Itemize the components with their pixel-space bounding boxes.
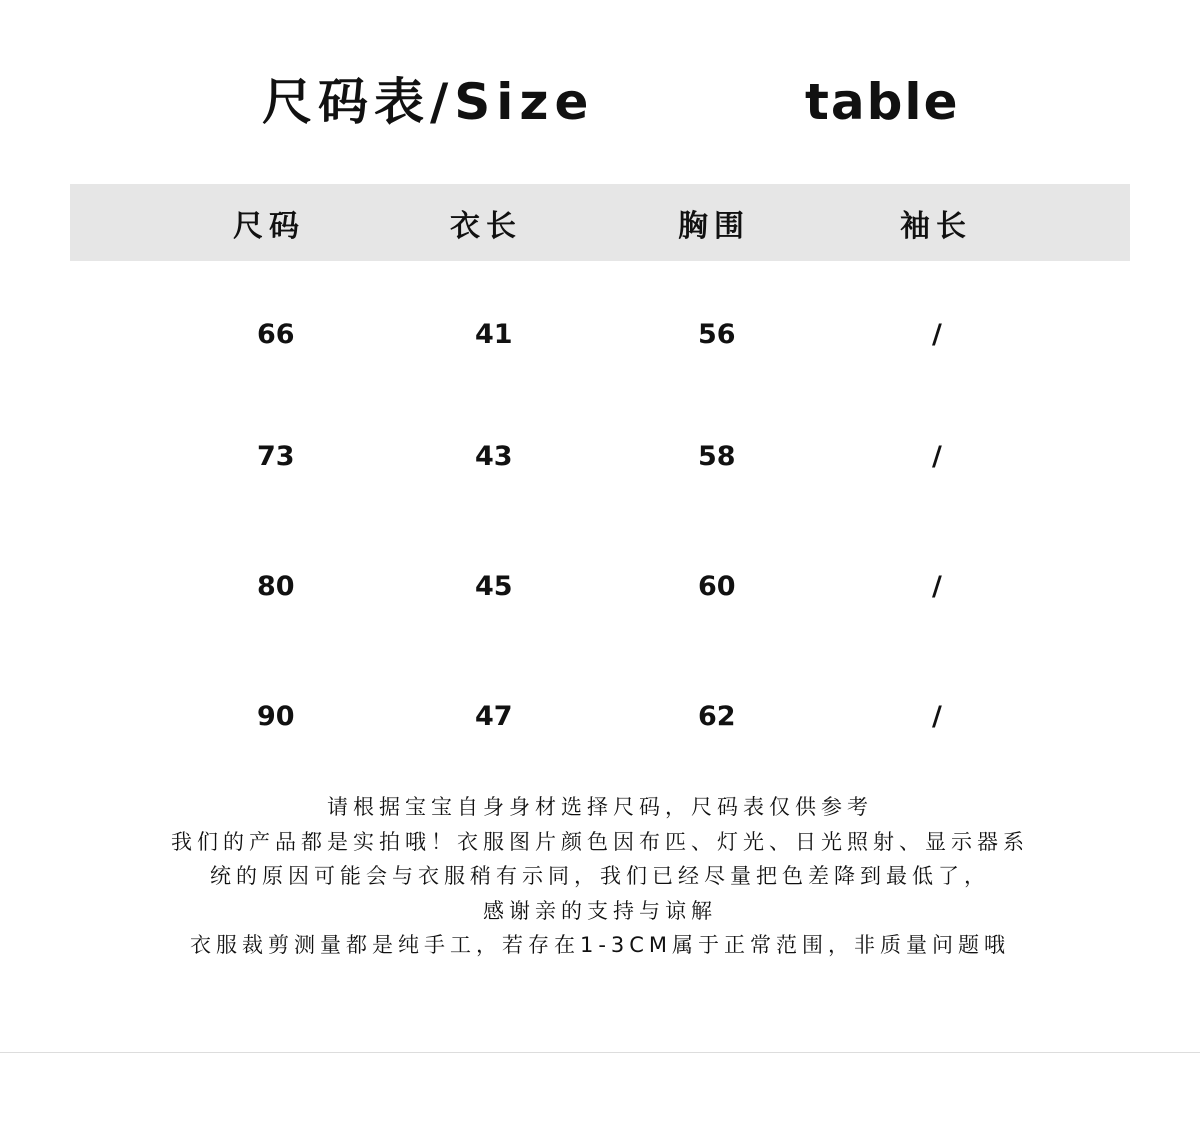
cell-size: 66 xyxy=(257,318,295,350)
size-table xyxy=(70,184,1130,781)
note-line: 统的原因可能会与衣服稍有示同，我们已经尽量把色差降到最低了， xyxy=(210,864,990,888)
header-sleeve: 袖长 xyxy=(900,208,972,244)
note-line: 感谢亲的支持与谅解 xyxy=(483,898,717,923)
cell-length: 47 xyxy=(475,700,513,732)
table-row xyxy=(70,521,1130,651)
cell-sleeve: / xyxy=(932,570,942,602)
cell-size: 80 xyxy=(257,570,295,602)
size-table-title xyxy=(0,62,1200,142)
cell-sleeve: / xyxy=(932,700,942,732)
cell-chest: 60 xyxy=(698,570,736,602)
header-length: 衣长 xyxy=(450,208,522,244)
size-notes xyxy=(0,790,1200,963)
header-chest: 胸围 xyxy=(678,208,750,244)
cell-chest: 58 xyxy=(698,440,736,472)
title-right: table xyxy=(805,73,960,131)
note-line: 请根据宝宝自身身材选择尺码，尺码表仅供参考 xyxy=(327,795,873,819)
note-line: 衣服裁剪测量都是纯手工，若存在1-3CM属于正常范围，非质量问题哦 xyxy=(189,933,1011,957)
cell-chest: 62 xyxy=(698,700,736,732)
table-row xyxy=(70,651,1130,781)
table-row xyxy=(70,391,1130,521)
cell-size: 90 xyxy=(257,700,295,732)
cell-sleeve: / xyxy=(932,318,942,350)
bottom-divider xyxy=(0,1052,1200,1053)
title-left: 尺码表/Size xyxy=(262,73,595,131)
table-header-row xyxy=(70,184,1130,261)
cell-chest: 56 xyxy=(698,318,736,350)
cell-size: 73 xyxy=(257,440,295,472)
cell-length: 41 xyxy=(475,318,513,350)
cell-length: 45 xyxy=(475,570,513,602)
header-size: 尺码 xyxy=(233,208,305,244)
note-line: 我们的产品都是实拍哦！衣服图片颜色因布匹、灯光、日光照射、显示器系 xyxy=(171,829,1029,854)
cell-sleeve: / xyxy=(932,440,942,472)
table-row xyxy=(70,261,1130,391)
cell-length: 43 xyxy=(475,440,513,472)
